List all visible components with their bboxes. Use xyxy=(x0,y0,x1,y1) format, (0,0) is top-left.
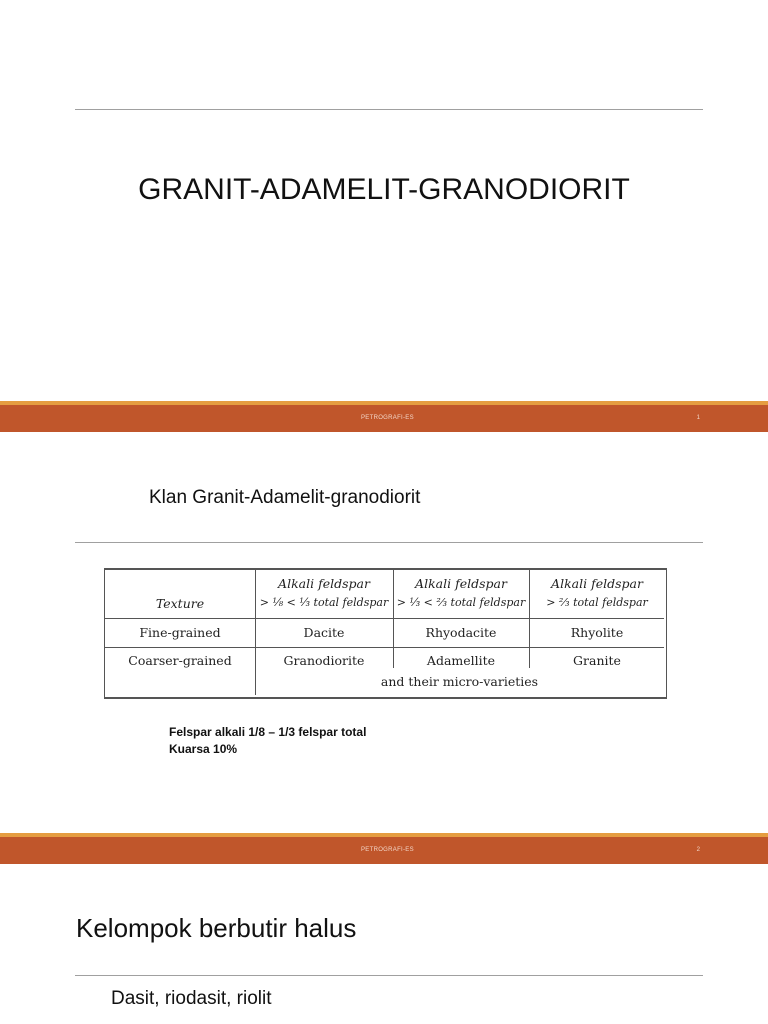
footer-text: PETROGRAFI-ES xyxy=(361,415,414,421)
table-cell: Adamellite xyxy=(426,653,496,668)
table-cell: Rhyodacite xyxy=(425,625,497,640)
table-hline xyxy=(105,618,664,619)
table-cell: Granite xyxy=(573,653,621,668)
table-cell: Fine-grained xyxy=(139,625,221,640)
slide-1-footer xyxy=(0,401,768,432)
table-cell: Rhyolite xyxy=(570,625,624,640)
slide-1-top-rule xyxy=(75,109,703,110)
table-header-col1-top: Alkali feldspar xyxy=(278,576,370,591)
table-header-texture: Texture xyxy=(155,596,205,611)
classification-table xyxy=(104,568,667,699)
footer-accent-line xyxy=(0,833,768,837)
table-header-col2-bottom: > ⅓ < ⅔ total feldspar xyxy=(396,596,526,609)
note-felspar: Felspar alkali 1/8 – 1/3 felspar total xyxy=(169,725,367,739)
table-cell: Coarser-grained xyxy=(128,653,232,668)
slide-2-rule xyxy=(75,542,703,543)
table-footnote: and their micro-varieties xyxy=(380,674,539,689)
footer-accent-line xyxy=(0,401,768,405)
table-hline xyxy=(105,647,664,648)
slide-2-footer xyxy=(0,833,768,864)
footer-text: PETROGRAFI-ES xyxy=(361,847,414,853)
slide-3-title: Kelompok berbutir halus xyxy=(76,913,357,943)
note-kuarsa: Kuarsa 10% xyxy=(169,742,238,756)
table-cell: Granodiorite xyxy=(283,653,365,668)
table-header-col3-top: Alkali feldspar xyxy=(551,576,643,591)
slide-1-title: GRANIT-ADAMELIT-GRANODIORIT xyxy=(138,173,630,206)
table-cell: Dacite xyxy=(303,625,345,640)
slide-3-subtitle: Dasit, riodasit, riolit xyxy=(111,988,272,1009)
slide-3-rule xyxy=(75,975,703,976)
footer-page-number: 2 xyxy=(696,847,700,853)
slide-1 xyxy=(0,0,768,432)
table-header-col2-top: Alkali feldspar xyxy=(415,576,507,591)
footer-page-number: 1 xyxy=(696,415,700,421)
table-header-col3-bottom: > ⅔ total feldspar xyxy=(546,596,648,609)
table-header-col1-bottom: > ⅛ < ⅓ total feldspar xyxy=(259,596,389,609)
slide-2-title: Klan Granit-Adamelit-granodiorit xyxy=(149,487,421,508)
